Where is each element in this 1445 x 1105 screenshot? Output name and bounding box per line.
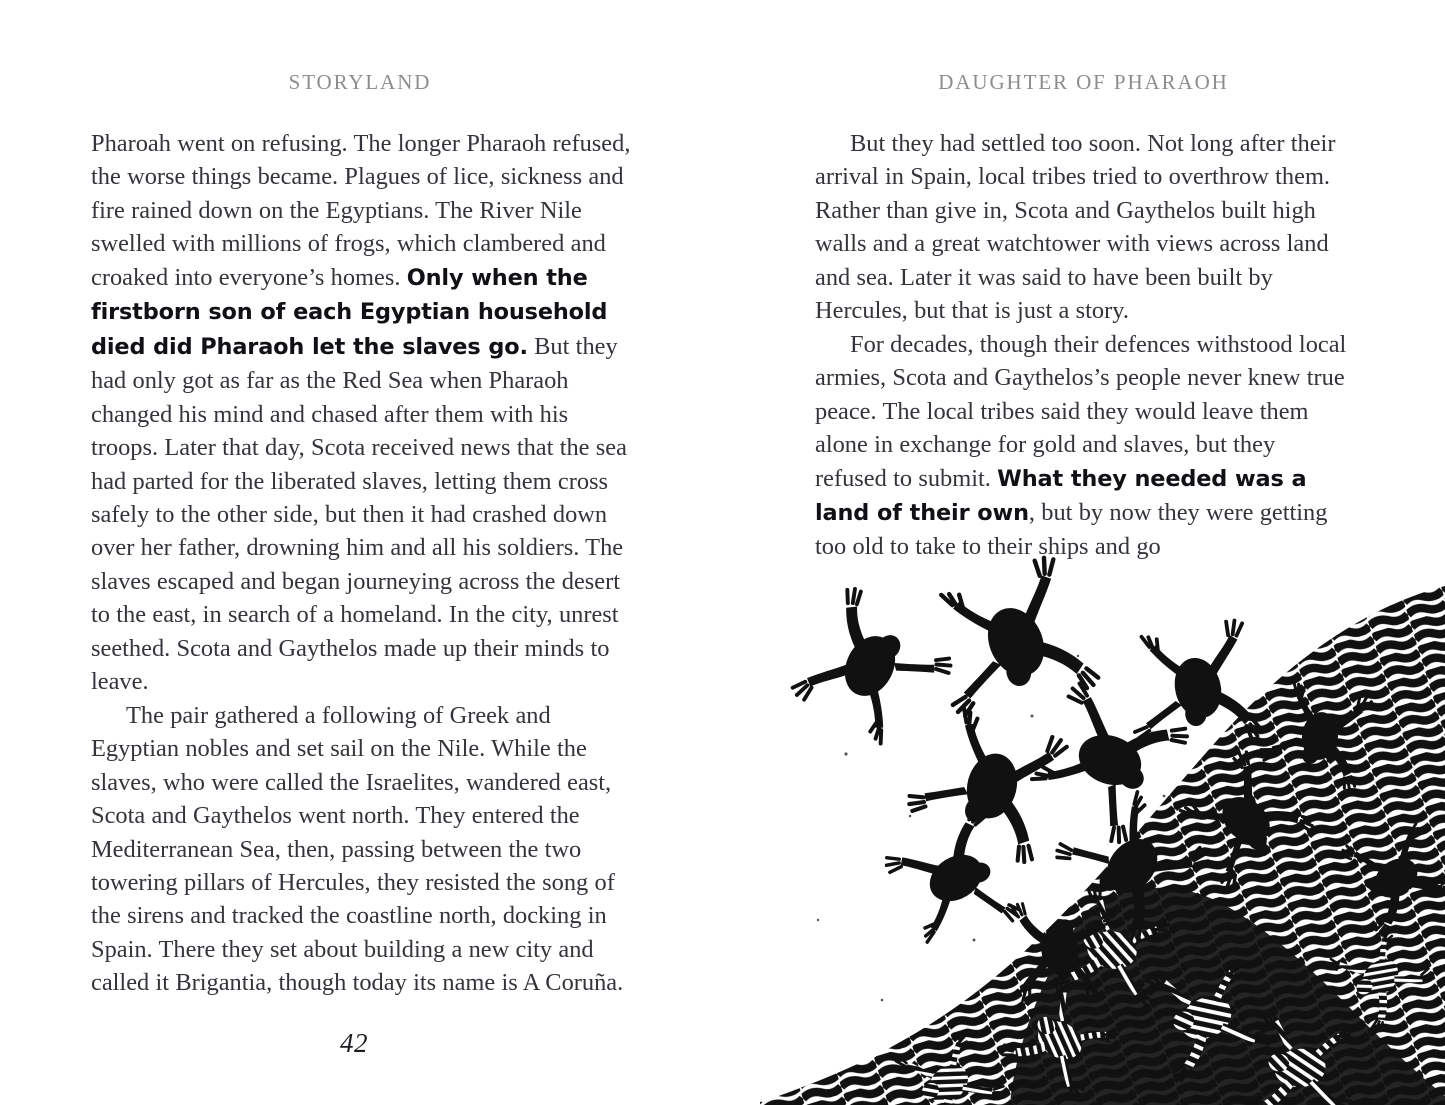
- frog-silhouette: [904, 691, 1084, 867]
- body-paragraph: [815, 127, 1350, 328]
- body-text: For decades, though their defences withstood local armies, Scota and Gaythelos’s people never knew true peace. The local tribes said they would leave them alone in exchange for gold and slaves, but they refused to submit.: [815, 330, 1347, 492]
- frog-silhouette: [777, 583, 956, 760]
- body-paragraph: [91, 699, 631, 1000]
- bold-callout-text: Only when the firstborn son of each Egyptian household died did Pharaoh let the slaves go.: [91, 264, 608, 360]
- left-text-column: [91, 127, 631, 1000]
- body-text: The pair gathered a following of Greek and Egyptian nobles and set sail on the Nile. While the slaves, who were called the Israelites, wandered east, Scota and Gaythelos went north. They entered the Mediterranean Sea, then, passing between the two towering pillars of Hercules, they resisted the song of the sirens and tracked the coastline north, docking in Spain. There they set about building a new city and called it Brigantia, though today its name is A Coruña.: [91, 701, 624, 997]
- frog-river-illustration: [760, 548, 1445, 1105]
- running-head-left: STORYLAND: [288, 70, 432, 94]
- left-page: [0, 0, 722, 1105]
- body-paragraph: [91, 127, 631, 699]
- right-text-column: [815, 127, 1350, 564]
- body-text: But they had settled too soon. Not long after their arrival in Spain, local tribes tried to overthrow them. Rather than give in, Scota and Gaythelos built high walls and a great watchtower with views across land and sea. Later it was said to have been built by Hercules, but that is just a story.: [815, 130, 1336, 325]
- running-head-right: DAUGHTER OF PHARAOH: [938, 70, 1229, 94]
- page-number: 42: [340, 1028, 368, 1058]
- bold-callout-text: What they needed was a land of their own: [815, 465, 1307, 526]
- body-text: Pharoah went on refusing. The longer Pharaoh refused, the worse things became. Plagues of lice, sickness and fire rained down on the Egyptians. The River Nile swelled with millions of frogs, which clambered and croaked into everyone’s homes.: [91, 130, 631, 291]
- frog-silhouette: [879, 807, 1022, 955]
- body-text: But they had only got as far as the Red Sea when Pharaoh changed his mind and chased after them with his troops. Later that day, Scota received news that the sea had parted for the liberated slaves, letting them cross safely to the other side, but then it had crashed down over her father, drowning him and all his soldiers. The slaves escaped and began journeying across the desert to the east, in search of a homeland. In the city, unrest seethed. Scota and Gaythelos made up their minds to leave.: [91, 332, 627, 696]
- body-text: , but by now they were getting too old to take to their ships and go: [815, 498, 1328, 561]
- frog-silhouette: [927, 552, 1100, 718]
- body-paragraph: [815, 328, 1350, 564]
- frog-river-artwork: [760, 548, 1445, 1105]
